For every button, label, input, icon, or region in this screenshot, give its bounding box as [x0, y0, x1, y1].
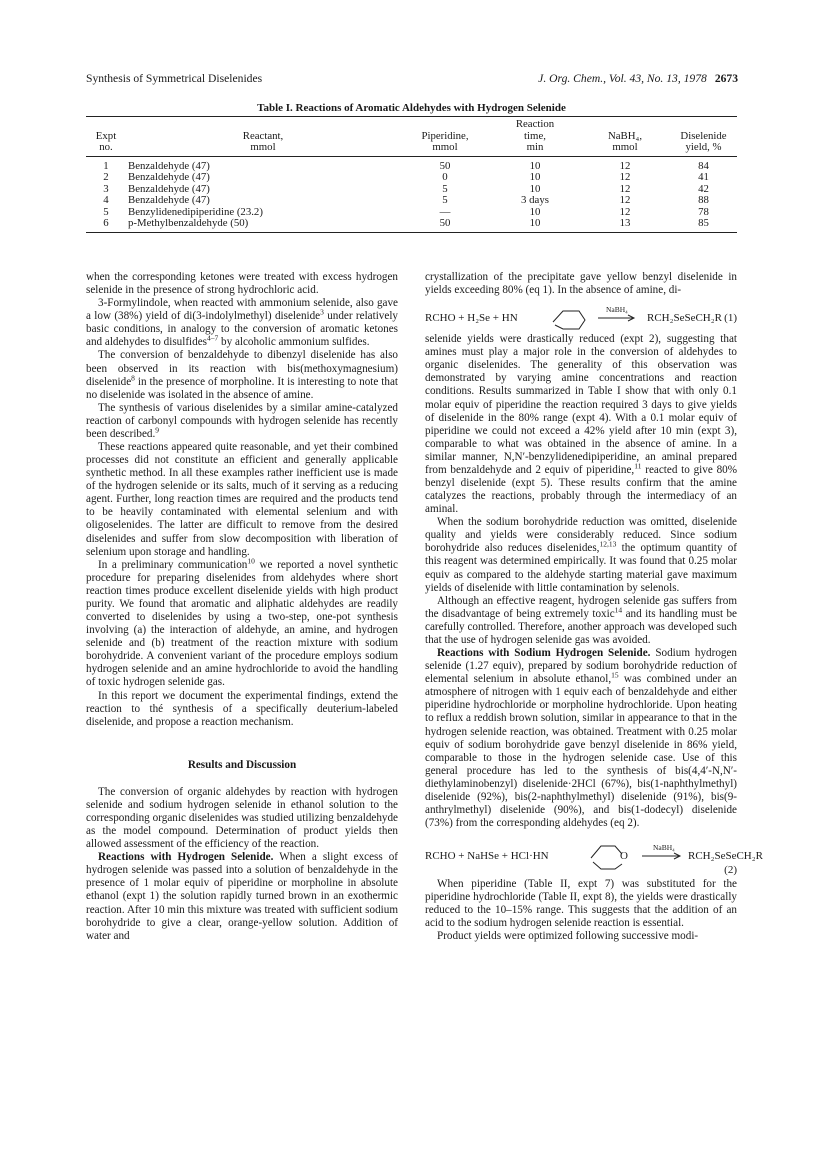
cell-piperidine: 50 [400, 218, 490, 232]
reference-mark: 10 [247, 556, 255, 565]
paragraph: In a preliminary communication$^{10}$ we reported a novel synthetic procedure for preparing diselenides from aldehydes where short reaction times produce excellent diselenide yields with high product purity. We found that aromatic and aliphatic aldehydes are readily converted to diselenides by using a two-step, one-pot synthesis involving (a) the interaction of aldehyde, an amine, and hydrogen selenide and (b) treatment of the reaction mixture with sodium borohydride. A convenient variant of the procedure employs sodium hydrogen selenide and an amine hydrochloride to avoid the handling of toxic hydrogen selenide gas. [86, 556, 399, 689]
cell-reactant: Benzaldehyde (47) [128, 159, 210, 172]
table-header-row [86, 117, 737, 157]
cell-piperidine: — [439, 205, 451, 218]
cell-yield: 78 [698, 205, 709, 218]
paragraph: selenide yields were drastically reduced (expt 2), suggesting that amines must play a major role in the conversion of aldehydes to organic diselenides. The generality of this observation was demonstrated by varying amine concentrations and reaction conditions. Results summarized in Table I show that with only 0.1 molar equiv of piperidine the reaction required 3 days to give yields of diselenide in the 80% range (expt 4). With a 0.1 molar equiv of piperidine we could not exceed a 42% yield after 10 min (expt 3), comparable to what was obtained in the absence of amine. In a similar manner, N,N′-benzylidenedipiperidine, an aminal prepared from benzaldehyde and 2 equiv of piperidine,$^{11}$ reacted to give 80% benzyl diselenide (expt 5). These results confirm that the amine catalyzes the reactions, probably through the intermediacy of an aminal. [425, 333, 737, 516]
paragraph: The synthesis of various diselenides by a similar amine-catalyzed reaction of carbonyl compounds with hydrogen selenide has recently been described.$^9$ [86, 401, 398, 440]
equation-reactants: RCHO + NaHSe + HCl·HN [425, 850, 549, 863]
cell-reactant: Benzaldehyde (47) [128, 194, 210, 207]
paragraph: Although an effective reagent, hydrogen selenide gas suffers from the disadvantage of being extremely toxic$^{14}$ and its handling must be carefully controlled. Therefore, another approach was developed such that the use of hydrogen selenide gas was avoided. [425, 594, 737, 646]
cell-nabh4: 12 [619, 171, 631, 184]
equation-1 [425, 303, 737, 331]
cell-time: 10 [529, 171, 541, 184]
reference-mark: 4–7 [206, 333, 219, 343]
reference-mark: 11 [634, 461, 642, 471]
paragraph: Product yields were optimized following successive modi- [437, 930, 699, 943]
running-head [86, 72, 738, 86]
reference-mark: 14 [614, 605, 623, 615]
left-column [86, 271, 398, 943]
cell-reactant: Benzylidenedipiperidine (23.2) [128, 205, 263, 218]
equation-reactants: RCHO + H₂Se + HN [425, 312, 518, 325]
reaction-arrow-icon [597, 313, 637, 323]
cell-reactant: Benzaldehyde (47) [128, 182, 210, 195]
cell-yield: 88 [698, 194, 709, 207]
cell-expt: 5 [103, 205, 109, 218]
cell-expt: 3 [103, 182, 109, 195]
cell-nabh4: 12 [619, 182, 631, 195]
piperidine-ring-structure [551, 303, 587, 331]
paragraph: When the sodium borohydride reduction was omitted, diselenide quality and yields were considerably reduced. Since sodium borohydride also reduces diselenides,$^{12,13}$ the optimum quantity of this reagent was determined empirically. It was found that 0.25 molar equiv as compared to the aldehyde starting material gave maximum yields of diselenide with little contamination by selenols. [425, 516, 737, 594]
table-row [86, 156, 737, 172]
right-column [425, 271, 763, 944]
paragraph: Reactions with Hydrogen Selenide. When a slight excess of hydrogen selenide was passed into a solution of benzaldehyde in the presence of 1 molar equiv of piperidine or morpholine in absolute ethanol (expt 1) the solution rapidly turned brown in an exothermic reaction. After 10 min this mixture was treated with sufficient sodium borohydride to give a clear, orange-yellow solution. Addition of water and [86, 851, 399, 942]
section-heading: Results and Discussion [187, 758, 297, 771]
col-header-time: Reaction time, min [490, 117, 580, 157]
paragraph: crystallization of the precipitate gave yellow benzyl diselenide in yields exceeding 80% (eq 1). In the absence of amine, di- [425, 271, 737, 297]
cell-yield: 41 [698, 171, 709, 184]
cell-expt: 1 [103, 159, 109, 172]
paragraph: when the corresponding ketones were treated with excess hydrogen selenide in the presence of strong hydrochloric acid. [86, 271, 398, 297]
equation-number: (1) [724, 312, 737, 325]
paragraph: The conversion of organic aldehydes by reaction with hydrogen selenide and sodium hydrogen selenide in ethanol solution to the corresponding organic diselenides was studied utilizing benzaldehyde as the model compound. Determination of product yields then allowed assessment of the efficiency of the reaction. [86, 785, 398, 851]
cell-nabh4: 12 [619, 205, 631, 218]
cell-piperidine: 0 [442, 171, 448, 184]
equation-product: RCH₂SeSeCH₂R [688, 850, 763, 863]
reference-mark: 12,13 [599, 539, 617, 549]
cell-expt: 4 [103, 194, 109, 207]
cell-nabh4: 12 [619, 159, 631, 172]
equation-product: RCH₂SeSeCH₂R [647, 312, 722, 325]
run-in-heading: Reactions with Sodium Hydrogen Selenide. [437, 647, 651, 660]
paragraph: Reactions with Sodium Hydrogen Selenide. Sodium hydrogen selenide (1.27 equiv), prepared by sodium borohydride reduction of elemental selenium in absolute ethanol,$^{15}$ was combined under an atmosphere of nitrogen with 1 equiv each of benzaldehyde and either piperidine hydrochloride or morpholine hydrochloride. Upon heating to reflux a reddish brown solution, similar in appearance to that in the hydrogen selenide reaction, was obtained. Treatment with 0.25 molar equiv of sodium borohydride gave benzyl diselenide in 86% yield, comparable to those in the hydrogen selenide case. Use of this general procedure has led to the synthesis of bis(4,4′-N,N′-diethylaminobenzyl) diselenide·2HCl (67%), bis(1-naphthylmethyl) diselenide (92%), bis(2-naphthylmethyl) diselenide (91%), bis(9-anthrylmethyl) diselenide (90%), and bis(1-dodecyl) diselenide (73%) from the corresponding aldehydes (eq 2). [425, 647, 737, 830]
col-header-nabh4: NaBH₄, mmol [580, 117, 670, 157]
journal-citation [538, 72, 738, 86]
cell-piperidine: 5 [442, 194, 448, 207]
paragraph: These reactions appeared quite reasonable, and yet their combined processes did not constitute an efficient and generally applicable synthetic method. In all these examples rather inefficient use is made of the hydrogen selenide or its salts, much of it serving as a reducing agent. Further, long reaction times are required and the products tend to be heavily contaminated with elemental selenium and with oligoselenides. The latter are difficult to remove from the desired diselenides and suffer from slow decomposition with liberation of selenium upon storage and handling. [86, 441, 398, 558]
table-row [86, 218, 737, 232]
equation-2 [425, 840, 763, 877]
reference-mark: 3 [320, 307, 324, 317]
page-number: 2673 [714, 72, 738, 85]
table-row [86, 172, 737, 184]
cell-time: 10 [490, 218, 580, 232]
cell-time: 3 days [521, 194, 549, 207]
col-header-expt: Expt no. [86, 117, 126, 157]
cell-nabh4: 12 [619, 194, 631, 207]
cell-yield: 85 [670, 218, 737, 232]
paragraph: The conversion of benzaldehyde to dibenzyl diselenide has also been observed in its reaction with bis(methoxymagnesium) diselenide$^8$ in the presence of morpholine. It is interesting to note that no diselenide was isolated in the absence of amine. [86, 349, 398, 401]
col-header-reactant: Reactant, mmol [126, 117, 400, 157]
table-1 [86, 100, 737, 233]
data-table [86, 116, 737, 233]
ring-heteroatom: O [620, 850, 628, 863]
journal-name: J. Org. Chem., Vol. 43, No. 13, 1978 [538, 72, 707, 85]
article-title-header: Synthesis of Symmetrical Diselenides [86, 72, 263, 85]
equation-number: (2) [724, 864, 737, 877]
col-header-yield: Diselenide yield, % [670, 117, 737, 157]
reference-mark: 8 [131, 372, 135, 382]
cell-nabh4: 13 [580, 218, 670, 232]
paragraph: When piperidine (Table II, expt 7) was substituted for the piperidine hydrochloride (Table II, expt 8), the yields were drastically reduced to the 10–15% range. This suggests that the addition of an acid to the sodium hydrogen selenide reaction is essential. [425, 878, 737, 930]
cell-time: 10 [529, 205, 541, 218]
cell-reactant: Benzaldehyde (47) [128, 171, 210, 184]
table-caption: Table I. Reactions of Aromatic Aldehydes with Hydrogen Selenide [257, 102, 566, 114]
cell-piperidine: 50 [439, 159, 451, 172]
cell-yield: 84 [698, 159, 709, 172]
paragraph: In this report we document the experimental findings, extend the reaction to thé synthesis of a specifically deuterium-labeled diselenide, and propose a reaction mechanism. [86, 689, 398, 728]
cell-piperidine: 5 [442, 182, 448, 195]
cell-expt: 2 [103, 171, 109, 184]
reference-mark: 9 [155, 425, 160, 435]
col-header-piperidine: Piperidine, mmol [400, 117, 490, 157]
cell-expt: 6 [86, 218, 126, 232]
reagent-label: NaBH₄ [606, 305, 628, 315]
cell-time: 10 [529, 159, 541, 172]
reference-mark: 15 [611, 670, 619, 680]
table-body [86, 156, 737, 233]
run-in-heading: Reactions with Hydrogen Selenide. [98, 851, 274, 864]
cell-time: 10 [529, 182, 541, 195]
paragraph: 3-Formylindole, when reacted with ammonium selenide, also gave a low (38%) yield of di(3-indolylmethyl) diselenide$^3$ under relatively basic conditions, in analogy to the conversion of aromatic ketones and aldehydes to disulfides$^{4-7}$ by alcoholic ammonium sulfides. [86, 297, 398, 349]
cell-reactant: p-Methylbenzaldehyde (50) [126, 218, 400, 232]
reagent-label: NaBH₄ [653, 843, 675, 853]
cell-yield: 42 [698, 182, 709, 195]
reaction-arrow-icon [641, 851, 683, 861]
